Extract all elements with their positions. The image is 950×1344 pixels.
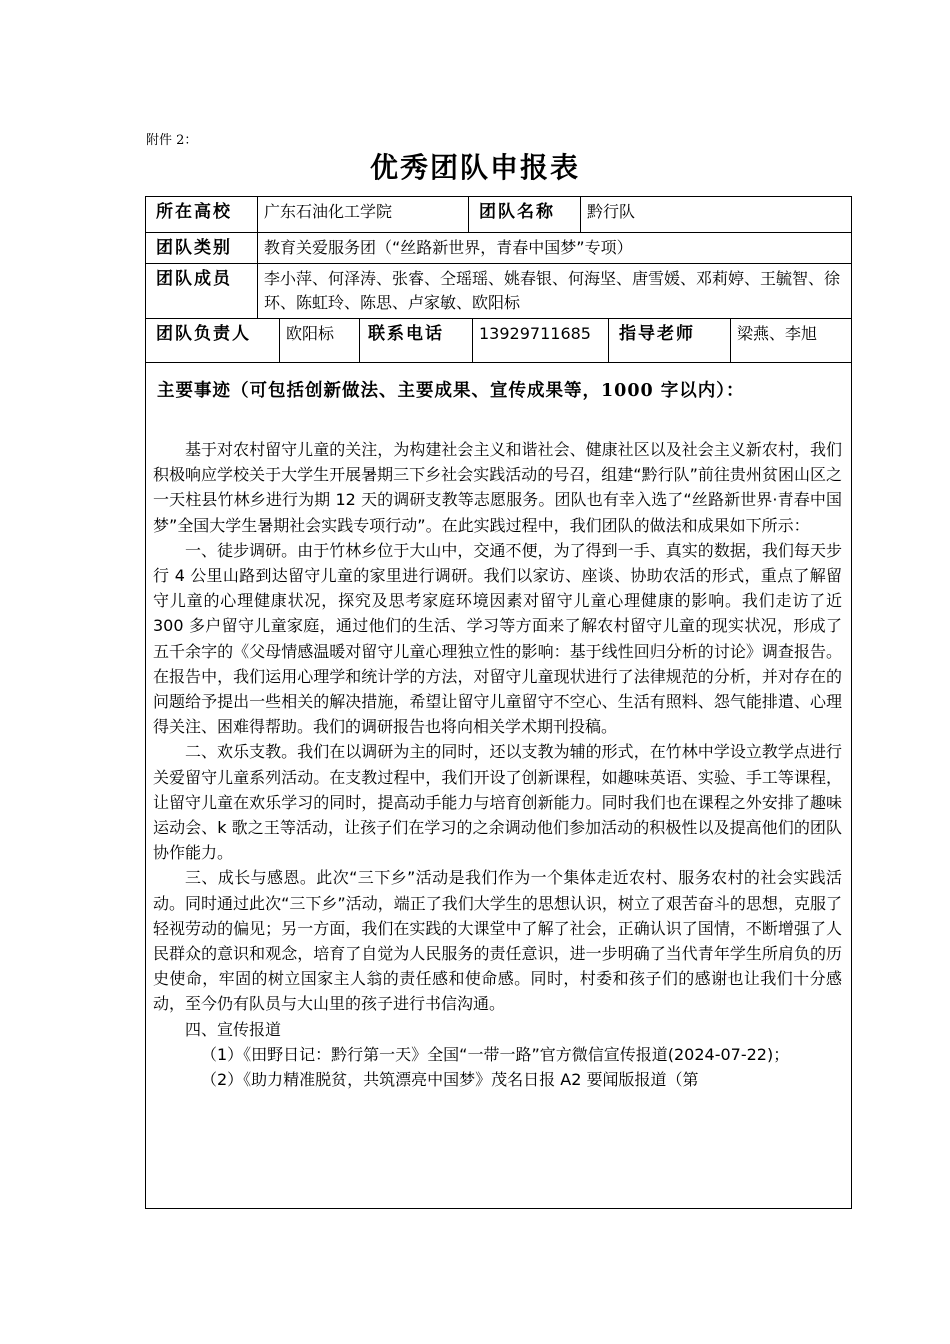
paragraph-intro: 基于对农村留守儿童的关注，为构建社会主义和谐社会、健康社区以及社会主义新农村，我们积极响应学校关于大学生开展暑期三下乡社会实践活动的号召，组建“黔行队”前往贵州贫困山区之一天柱县竹林乡进行为期 12 天的调研支教等志愿服务。团队也有幸入选了“丝路新世界·青春中国梦”全国大学生暑期社会实践专项行动”。在此实践过程中，我们团队的做法和成果如下所示： <box>153 440 842 535</box>
publicity-item: （1）《田野日记：黔行第一天》全国“一带一路”官方微信宣传报道(2024-07-22)； <box>201 1044 790 1064</box>
members-label: 团队成员 <box>146 264 258 318</box>
leader-label: 团队负责人 <box>146 319 280 362</box>
paragraph-research: 一、徒步调研。由于竹林乡位于大山中，交通不便，为了得到一手、真实的数据，我们每天步行 4 公里山路到达留守儿童的家里进行调研。我们以家访、座谈、协助农活的形式，重点了解留守儿童的心理健康状况，探究及思考家庭环境因素对留守儿童心理健康的影响。我们走访了近 300 多户留守儿童家庭，通过他们的生活、学习等方面来了解农村留守儿童的现实状况，形成了五千余字的《父母情感温暖对留守儿童心理独立性的影响：基于线性回归分析的讨论》调查报告。在报告中，我们运用心理学和统计学的方法，对留守儿童现状进行了法律规范的分析，并对存在的问题给予提出一些相关的解决措施，希望让留守儿童留守不空心、生活有照料、怨气能排遣、心理得关注、困难得帮助。我们的调研报告也将向相关学术期刊投稿。 <box>153 540 842 737</box>
publicity-item: （2）《助力精准脱贫，共筑漂亮中国梦》茂名日报 A2 要闻版报道（第 <box>201 1070 699 1090</box>
main-content-section <box>145 0 852 1209</box>
advisor-label: 指导老师 <box>609 319 731 362</box>
attachment-label: 附件 2： <box>146 133 198 148</box>
category-label: 团队类别 <box>146 233 258 263</box>
paragraph-publicity-heading: 四、宣传报道 <box>185 1019 282 1039</box>
main-body <box>153 437 842 1092</box>
advisor-value: 梁燕、李旭 <box>737 324 818 343</box>
paragraph-growth: 三、成长与感恩。此次“三下乡”活动是我们作为一个集体走近农村、服务农村的社会实践活动。同时通过此次“三下乡”活动，端正了我们大学生的思想认识，树立了艰苦奋斗的思想，克服了轻视劳动的偏见；另一方面，我们在实践的大课堂中了解了社会，正确认识了国情，不断增强了人民群众的意识和观念，培育了自觉为人民服务的责任意识，进一步明确了当代青年学生所肩负的历史使命，牢固的树立国家主人翁的责任感和使命感。同时，村委和孩子们的感谢也让我们十分感动，至今仍有队员与大山里的孩子进行书信沟通。 <box>153 868 842 1014</box>
members-value: 李小萍、何泽涛、张睿、仝瑶瑶、姚春银、何海坚、唐雪媛、邓莉婷、王毓智、徐环、陈虹玲、陈思、卢家敏、欧阳标 <box>264 269 841 312</box>
paragraph-teaching: 二、欢乐支教。我们在以调研为主的同时，还以支教为辅的形式，在竹林中学设立教学点进行关爱留守儿童系列活动。在支教过程中，我们开设了创新课程，如趣味英语、实验、手工等课程，让留守儿童在欢乐学习的同时，提高动手能力与培育创新能力。同时我们也在课程之外安排了趣味运动会、k 歌之王等活动，让孩子们在学习的之余调动他们参加活动的积极性以及提高他们的团队协作能力。 <box>153 742 842 863</box>
phone-label: 联系电话 <box>360 319 473 362</box>
phone-value: 13929711685 <box>473 319 609 362</box>
leader-value: 欧阳标 <box>280 319 360 362</box>
school-label: 所在高校 <box>146 197 258 232</box>
team-name-label: 团队名称 <box>469 197 581 232</box>
school-value: 广东石油化工学院 <box>258 197 469 232</box>
main-heading: 主要事迹（可包括创新做法、主要成果、宣传成果等，1000 字以内）： <box>157 381 745 401</box>
team-name-value: 黔行队 <box>587 202 636 221</box>
form-title: 优秀团队申报表 <box>369 151 580 184</box>
category-value: 教育关爱服务团（“丝路新世界，青春中国梦”专项） <box>264 238 633 257</box>
